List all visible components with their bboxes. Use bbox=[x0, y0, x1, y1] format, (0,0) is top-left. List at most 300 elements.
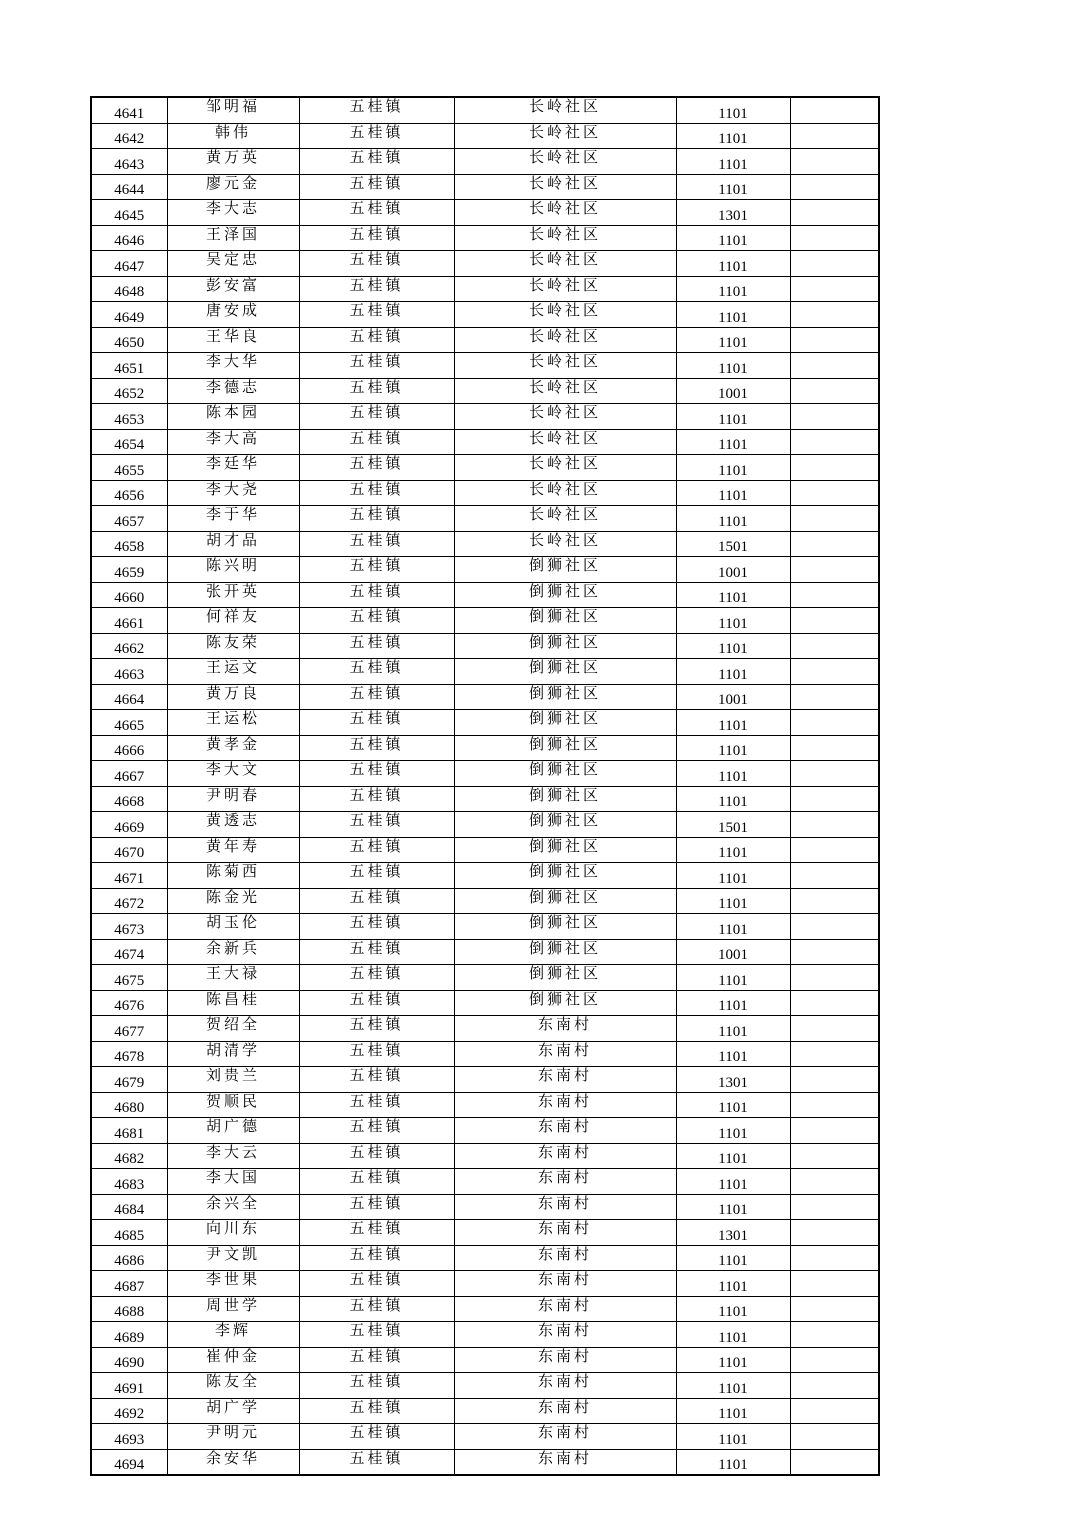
cell-person-name: 胡玉伦 bbox=[167, 914, 299, 940]
cell-person-name: 张开英 bbox=[167, 582, 299, 608]
table-row bbox=[91, 225, 879, 251]
cell-row-id: 4675 bbox=[91, 965, 167, 991]
cell-row-id: 4692 bbox=[91, 1398, 167, 1424]
cell-town: 五桂镇 bbox=[299, 200, 454, 226]
cell-code: 1101 bbox=[676, 97, 790, 123]
cell-extra bbox=[790, 965, 879, 991]
cell-extra bbox=[790, 1245, 879, 1271]
cell-town: 五桂镇 bbox=[299, 990, 454, 1016]
cell-row-id: 4681 bbox=[91, 1118, 167, 1144]
cell-person-name: 余兴全 bbox=[167, 1194, 299, 1220]
cell-row-id: 4680 bbox=[91, 1092, 167, 1118]
cell-person-name: 李大国 bbox=[167, 1169, 299, 1195]
table-row bbox=[91, 863, 879, 889]
cell-code: 1101 bbox=[676, 1347, 790, 1373]
table-row bbox=[91, 1449, 879, 1475]
cell-person-name: 陈友荣 bbox=[167, 633, 299, 659]
cell-extra bbox=[790, 1398, 879, 1424]
cell-town: 五桂镇 bbox=[299, 302, 454, 328]
cell-town: 五桂镇 bbox=[299, 1143, 454, 1169]
table-row bbox=[91, 1398, 879, 1424]
table-row bbox=[91, 506, 879, 532]
cell-community: 长岭社区 bbox=[454, 531, 676, 557]
cell-extra bbox=[790, 812, 879, 838]
cell-code: 1101 bbox=[676, 863, 790, 889]
cell-extra bbox=[790, 1118, 879, 1144]
cell-person-name: 王运文 bbox=[167, 659, 299, 685]
cell-code: 1101 bbox=[676, 506, 790, 532]
cell-code: 1101 bbox=[676, 582, 790, 608]
cell-town: 五桂镇 bbox=[299, 506, 454, 532]
cell-town: 五桂镇 bbox=[299, 557, 454, 583]
table-row bbox=[91, 327, 879, 353]
cell-person-name: 李德志 bbox=[167, 378, 299, 404]
cell-town: 五桂镇 bbox=[299, 710, 454, 736]
cell-community: 倒狮社区 bbox=[454, 990, 676, 1016]
cell-row-id: 4646 bbox=[91, 225, 167, 251]
cell-person-name: 陈菊西 bbox=[167, 863, 299, 889]
cell-extra bbox=[790, 1016, 879, 1042]
table-row bbox=[91, 582, 879, 608]
cell-town: 五桂镇 bbox=[299, 1092, 454, 1118]
cell-person-name: 周世学 bbox=[167, 1296, 299, 1322]
cell-code: 1101 bbox=[676, 149, 790, 175]
cell-row-id: 4677 bbox=[91, 1016, 167, 1042]
cell-person-name: 王大禄 bbox=[167, 965, 299, 991]
cell-row-id: 4684 bbox=[91, 1194, 167, 1220]
cell-town: 五桂镇 bbox=[299, 1169, 454, 1195]
cell-code: 1101 bbox=[676, 1118, 790, 1144]
cell-extra bbox=[790, 710, 879, 736]
cell-community: 倒狮社区 bbox=[454, 608, 676, 634]
cell-community: 长岭社区 bbox=[454, 506, 676, 532]
cell-extra bbox=[790, 1220, 879, 1246]
table-row bbox=[91, 659, 879, 685]
cell-code: 1101 bbox=[676, 1016, 790, 1042]
cell-community: 东南村 bbox=[454, 1092, 676, 1118]
cell-code: 1101 bbox=[676, 302, 790, 328]
cell-town: 五桂镇 bbox=[299, 429, 454, 455]
cell-person-name: 胡才品 bbox=[167, 531, 299, 557]
cell-town: 五桂镇 bbox=[299, 633, 454, 659]
cell-town: 五桂镇 bbox=[299, 812, 454, 838]
cell-person-name: 廖元金 bbox=[167, 174, 299, 200]
cell-town: 五桂镇 bbox=[299, 1347, 454, 1373]
cell-extra bbox=[790, 327, 879, 353]
cell-person-name: 尹明春 bbox=[167, 786, 299, 812]
table-row bbox=[91, 710, 879, 736]
table-row bbox=[91, 965, 879, 991]
cell-person-name: 向川东 bbox=[167, 1220, 299, 1246]
cell-community: 东南村 bbox=[454, 1169, 676, 1195]
cell-extra bbox=[790, 863, 879, 889]
cell-town: 五桂镇 bbox=[299, 1220, 454, 1246]
cell-code: 1101 bbox=[676, 225, 790, 251]
cell-community: 长岭社区 bbox=[454, 378, 676, 404]
cell-code: 1101 bbox=[676, 455, 790, 481]
cell-community: 长岭社区 bbox=[454, 251, 676, 277]
cell-person-name: 黄万英 bbox=[167, 149, 299, 175]
table-row bbox=[91, 990, 879, 1016]
table-row bbox=[91, 888, 879, 914]
cell-code: 1101 bbox=[676, 1194, 790, 1220]
cell-town: 五桂镇 bbox=[299, 914, 454, 940]
cell-code: 1101 bbox=[676, 608, 790, 634]
cell-person-name: 李大华 bbox=[167, 353, 299, 379]
cell-code: 1101 bbox=[676, 1322, 790, 1348]
cell-person-name: 胡广学 bbox=[167, 1398, 299, 1424]
cell-extra bbox=[790, 123, 879, 149]
cell-code: 1501 bbox=[676, 812, 790, 838]
cell-person-name: 王泽国 bbox=[167, 225, 299, 251]
cell-row-id: 4694 bbox=[91, 1449, 167, 1475]
cell-person-name: 李大志 bbox=[167, 200, 299, 226]
cell-community: 东南村 bbox=[454, 1398, 676, 1424]
cell-person-name: 陈本园 bbox=[167, 404, 299, 430]
cell-community: 东南村 bbox=[454, 1347, 676, 1373]
cell-code: 1301 bbox=[676, 1220, 790, 1246]
cell-town: 五桂镇 bbox=[299, 684, 454, 710]
cell-town: 五桂镇 bbox=[299, 735, 454, 761]
cell-extra bbox=[790, 353, 879, 379]
cell-person-name: 李大高 bbox=[167, 429, 299, 455]
table-row bbox=[91, 276, 879, 302]
cell-community: 东南村 bbox=[454, 1016, 676, 1042]
cell-extra bbox=[790, 378, 879, 404]
cell-person-name: 崔仲金 bbox=[167, 1347, 299, 1373]
table-row bbox=[91, 1067, 879, 1093]
table-row bbox=[91, 914, 879, 940]
table-body bbox=[91, 97, 879, 1475]
cell-row-id: 4685 bbox=[91, 1220, 167, 1246]
cell-code: 1101 bbox=[676, 276, 790, 302]
cell-code: 1101 bbox=[676, 1092, 790, 1118]
cell-row-id: 4687 bbox=[91, 1271, 167, 1297]
cell-person-name: 王运松 bbox=[167, 710, 299, 736]
cell-row-id: 4645 bbox=[91, 200, 167, 226]
cell-extra bbox=[790, 506, 879, 532]
cell-town: 五桂镇 bbox=[299, 863, 454, 889]
cell-row-id: 4655 bbox=[91, 455, 167, 481]
cell-town: 五桂镇 bbox=[299, 1194, 454, 1220]
cell-community: 长岭社区 bbox=[454, 149, 676, 175]
table-row bbox=[91, 812, 879, 838]
cell-community: 倒狮社区 bbox=[454, 761, 676, 787]
cell-row-id: 4658 bbox=[91, 531, 167, 557]
cell-person-name: 吴定忠 bbox=[167, 251, 299, 277]
cell-extra bbox=[790, 557, 879, 583]
table-row bbox=[91, 251, 879, 277]
cell-town: 五桂镇 bbox=[299, 251, 454, 277]
cell-community: 倒狮社区 bbox=[454, 888, 676, 914]
cell-person-name: 尹明元 bbox=[167, 1424, 299, 1450]
cell-town: 五桂镇 bbox=[299, 582, 454, 608]
cell-row-id: 4650 bbox=[91, 327, 167, 353]
cell-community: 长岭社区 bbox=[454, 276, 676, 302]
cell-person-name: 胡广德 bbox=[167, 1118, 299, 1144]
cell-code: 1101 bbox=[676, 735, 790, 761]
table-row bbox=[91, 1347, 879, 1373]
cell-person-name: 黄年寿 bbox=[167, 837, 299, 863]
cell-code: 1101 bbox=[676, 123, 790, 149]
cell-row-id: 4657 bbox=[91, 506, 167, 532]
cell-community: 倒狮社区 bbox=[454, 939, 676, 965]
table-row bbox=[91, 200, 879, 226]
table-row bbox=[91, 97, 879, 123]
cell-extra bbox=[790, 1143, 879, 1169]
table-row bbox=[91, 1424, 879, 1450]
cell-person-name: 余新兵 bbox=[167, 939, 299, 965]
cell-community: 东南村 bbox=[454, 1271, 676, 1297]
cell-person-name: 李于华 bbox=[167, 506, 299, 532]
cell-person-name: 黄透志 bbox=[167, 812, 299, 838]
table-row bbox=[91, 1092, 879, 1118]
cell-community: 东南村 bbox=[454, 1245, 676, 1271]
cell-code: 1101 bbox=[676, 1143, 790, 1169]
cell-person-name: 黄万良 bbox=[167, 684, 299, 710]
cell-extra bbox=[790, 1449, 879, 1475]
cell-row-id: 4671 bbox=[91, 863, 167, 889]
cell-row-id: 4647 bbox=[91, 251, 167, 277]
cell-person-name: 王华良 bbox=[167, 327, 299, 353]
table-row bbox=[91, 429, 879, 455]
cell-community: 长岭社区 bbox=[454, 404, 676, 430]
cell-extra bbox=[790, 1194, 879, 1220]
cell-town: 五桂镇 bbox=[299, 276, 454, 302]
cell-community: 倒狮社区 bbox=[454, 659, 676, 685]
cell-row-id: 4664 bbox=[91, 684, 167, 710]
cell-extra bbox=[790, 735, 879, 761]
table-row bbox=[91, 1143, 879, 1169]
cell-code: 1001 bbox=[676, 684, 790, 710]
table-row bbox=[91, 1245, 879, 1271]
cell-row-id: 4669 bbox=[91, 812, 167, 838]
cell-extra bbox=[790, 429, 879, 455]
table-row bbox=[91, 1373, 879, 1399]
cell-row-id: 4689 bbox=[91, 1322, 167, 1348]
table-row bbox=[91, 1296, 879, 1322]
table-row bbox=[91, 378, 879, 404]
cell-row-id: 4654 bbox=[91, 429, 167, 455]
cell-person-name: 李世果 bbox=[167, 1271, 299, 1297]
cell-row-id: 4667 bbox=[91, 761, 167, 787]
cell-code: 1301 bbox=[676, 1067, 790, 1093]
cell-code: 1501 bbox=[676, 531, 790, 557]
cell-community: 东南村 bbox=[454, 1220, 676, 1246]
cell-row-id: 4641 bbox=[91, 97, 167, 123]
table-row bbox=[91, 174, 879, 200]
cell-code: 1101 bbox=[676, 1424, 790, 1450]
cell-row-id: 4656 bbox=[91, 480, 167, 506]
cell-row-id: 4659 bbox=[91, 557, 167, 583]
cell-community: 倒狮社区 bbox=[454, 582, 676, 608]
table-row bbox=[91, 353, 879, 379]
table-row bbox=[91, 837, 879, 863]
cell-person-name: 黄孝金 bbox=[167, 735, 299, 761]
cell-town: 五桂镇 bbox=[299, 608, 454, 634]
cell-town: 五桂镇 bbox=[299, 404, 454, 430]
cell-town: 五桂镇 bbox=[299, 97, 454, 123]
cell-extra bbox=[790, 786, 879, 812]
cell-extra bbox=[790, 1322, 879, 1348]
cell-row-id: 4644 bbox=[91, 174, 167, 200]
cell-row-id: 4643 bbox=[91, 149, 167, 175]
cell-extra bbox=[790, 608, 879, 634]
cell-person-name: 胡清学 bbox=[167, 1041, 299, 1067]
table-row bbox=[91, 1016, 879, 1042]
cell-extra bbox=[790, 251, 879, 277]
table-row bbox=[91, 455, 879, 481]
cell-extra bbox=[790, 633, 879, 659]
cell-person-name: 贺顺民 bbox=[167, 1092, 299, 1118]
cell-community: 长岭社区 bbox=[454, 123, 676, 149]
cell-town: 五桂镇 bbox=[299, 965, 454, 991]
cell-extra bbox=[790, 659, 879, 685]
cell-extra bbox=[790, 225, 879, 251]
cell-community: 倒狮社区 bbox=[454, 914, 676, 940]
cell-code: 1101 bbox=[676, 761, 790, 787]
table-row bbox=[91, 939, 879, 965]
cell-row-id: 4652 bbox=[91, 378, 167, 404]
cell-person-name: 李大文 bbox=[167, 761, 299, 787]
cell-row-id: 4682 bbox=[91, 1143, 167, 1169]
cell-town: 五桂镇 bbox=[299, 378, 454, 404]
cell-person-name: 尹文凯 bbox=[167, 1245, 299, 1271]
cell-extra bbox=[790, 531, 879, 557]
table-row bbox=[91, 1220, 879, 1246]
cell-extra bbox=[790, 404, 879, 430]
cell-community: 东南村 bbox=[454, 1424, 676, 1450]
cell-row-id: 4670 bbox=[91, 837, 167, 863]
cell-row-id: 4661 bbox=[91, 608, 167, 634]
cell-community: 东南村 bbox=[454, 1296, 676, 1322]
cell-code: 1001 bbox=[676, 939, 790, 965]
cell-code: 1101 bbox=[676, 633, 790, 659]
cell-code: 1101 bbox=[676, 1271, 790, 1297]
cell-extra bbox=[790, 480, 879, 506]
table-row bbox=[91, 1194, 879, 1220]
cell-town: 五桂镇 bbox=[299, 1067, 454, 1093]
cell-code: 1101 bbox=[676, 1041, 790, 1067]
cell-code: 1101 bbox=[676, 1449, 790, 1475]
cell-community: 长岭社区 bbox=[454, 302, 676, 328]
cell-extra bbox=[790, 200, 879, 226]
cell-community: 东南村 bbox=[454, 1067, 676, 1093]
cell-row-id: 4690 bbox=[91, 1347, 167, 1373]
table-row bbox=[91, 633, 879, 659]
cell-extra bbox=[790, 939, 879, 965]
cell-community: 东南村 bbox=[454, 1373, 676, 1399]
cell-extra bbox=[790, 1424, 879, 1450]
table-row bbox=[91, 480, 879, 506]
table-row bbox=[91, 531, 879, 557]
table-row bbox=[91, 1041, 879, 1067]
cell-extra bbox=[790, 1041, 879, 1067]
cell-code: 1101 bbox=[676, 1373, 790, 1399]
cell-code: 1101 bbox=[676, 786, 790, 812]
cell-row-id: 4653 bbox=[91, 404, 167, 430]
cell-extra bbox=[790, 914, 879, 940]
cell-community: 东南村 bbox=[454, 1449, 676, 1475]
table-row bbox=[91, 1118, 879, 1144]
cell-row-id: 4683 bbox=[91, 1169, 167, 1195]
cell-extra bbox=[790, 990, 879, 1016]
cell-town: 五桂镇 bbox=[299, 786, 454, 812]
cell-row-id: 4648 bbox=[91, 276, 167, 302]
cell-person-name: 陈金光 bbox=[167, 888, 299, 914]
cell-person-name: 唐安成 bbox=[167, 302, 299, 328]
cell-row-id: 4676 bbox=[91, 990, 167, 1016]
cell-code: 1101 bbox=[676, 251, 790, 277]
cell-row-id: 4666 bbox=[91, 735, 167, 761]
cell-community: 长岭社区 bbox=[454, 455, 676, 481]
cell-town: 五桂镇 bbox=[299, 659, 454, 685]
cell-row-id: 4686 bbox=[91, 1245, 167, 1271]
table-row bbox=[91, 761, 879, 787]
cell-code: 1101 bbox=[676, 837, 790, 863]
cell-town: 五桂镇 bbox=[299, 1424, 454, 1450]
table-row bbox=[91, 608, 879, 634]
cell-person-name: 陈友全 bbox=[167, 1373, 299, 1399]
cell-row-id: 4668 bbox=[91, 786, 167, 812]
cell-town: 五桂镇 bbox=[299, 531, 454, 557]
cell-community: 倒狮社区 bbox=[454, 633, 676, 659]
cell-extra bbox=[790, 1271, 879, 1297]
cell-town: 五桂镇 bbox=[299, 327, 454, 353]
cell-row-id: 4679 bbox=[91, 1067, 167, 1093]
table-row bbox=[91, 123, 879, 149]
cell-code: 1101 bbox=[676, 429, 790, 455]
roster-table bbox=[90, 96, 880, 1476]
cell-row-id: 4678 bbox=[91, 1041, 167, 1067]
cell-town: 五桂镇 bbox=[299, 1041, 454, 1067]
cell-community: 东南村 bbox=[454, 1118, 676, 1144]
table-row bbox=[91, 557, 879, 583]
cell-code: 1101 bbox=[676, 965, 790, 991]
cell-community: 长岭社区 bbox=[454, 327, 676, 353]
cell-town: 五桂镇 bbox=[299, 1322, 454, 1348]
cell-community: 东南村 bbox=[454, 1322, 676, 1348]
cell-person-name: 何祥友 bbox=[167, 608, 299, 634]
cell-code: 1101 bbox=[676, 174, 790, 200]
cell-town: 五桂镇 bbox=[299, 837, 454, 863]
cell-extra bbox=[790, 149, 879, 175]
cell-community: 倒狮社区 bbox=[454, 837, 676, 863]
cell-extra bbox=[790, 1169, 879, 1195]
cell-row-id: 4649 bbox=[91, 302, 167, 328]
cell-person-name: 陈兴明 bbox=[167, 557, 299, 583]
cell-town: 五桂镇 bbox=[299, 1118, 454, 1144]
cell-town: 五桂镇 bbox=[299, 149, 454, 175]
cell-town: 五桂镇 bbox=[299, 1449, 454, 1475]
cell-community: 倒狮社区 bbox=[454, 684, 676, 710]
cell-community: 倒狮社区 bbox=[454, 710, 676, 736]
cell-row-id: 4672 bbox=[91, 888, 167, 914]
cell-extra bbox=[790, 1373, 879, 1399]
cell-town: 五桂镇 bbox=[299, 761, 454, 787]
cell-community: 长岭社区 bbox=[454, 200, 676, 226]
table-row bbox=[91, 404, 879, 430]
cell-community: 倒狮社区 bbox=[454, 863, 676, 889]
cell-person-name: 贺绍全 bbox=[167, 1016, 299, 1042]
cell-town: 五桂镇 bbox=[299, 1296, 454, 1322]
cell-town: 五桂镇 bbox=[299, 225, 454, 251]
cell-town: 五桂镇 bbox=[299, 939, 454, 965]
cell-extra bbox=[790, 97, 879, 123]
cell-town: 五桂镇 bbox=[299, 1271, 454, 1297]
cell-code: 1101 bbox=[676, 327, 790, 353]
cell-row-id: 4662 bbox=[91, 633, 167, 659]
